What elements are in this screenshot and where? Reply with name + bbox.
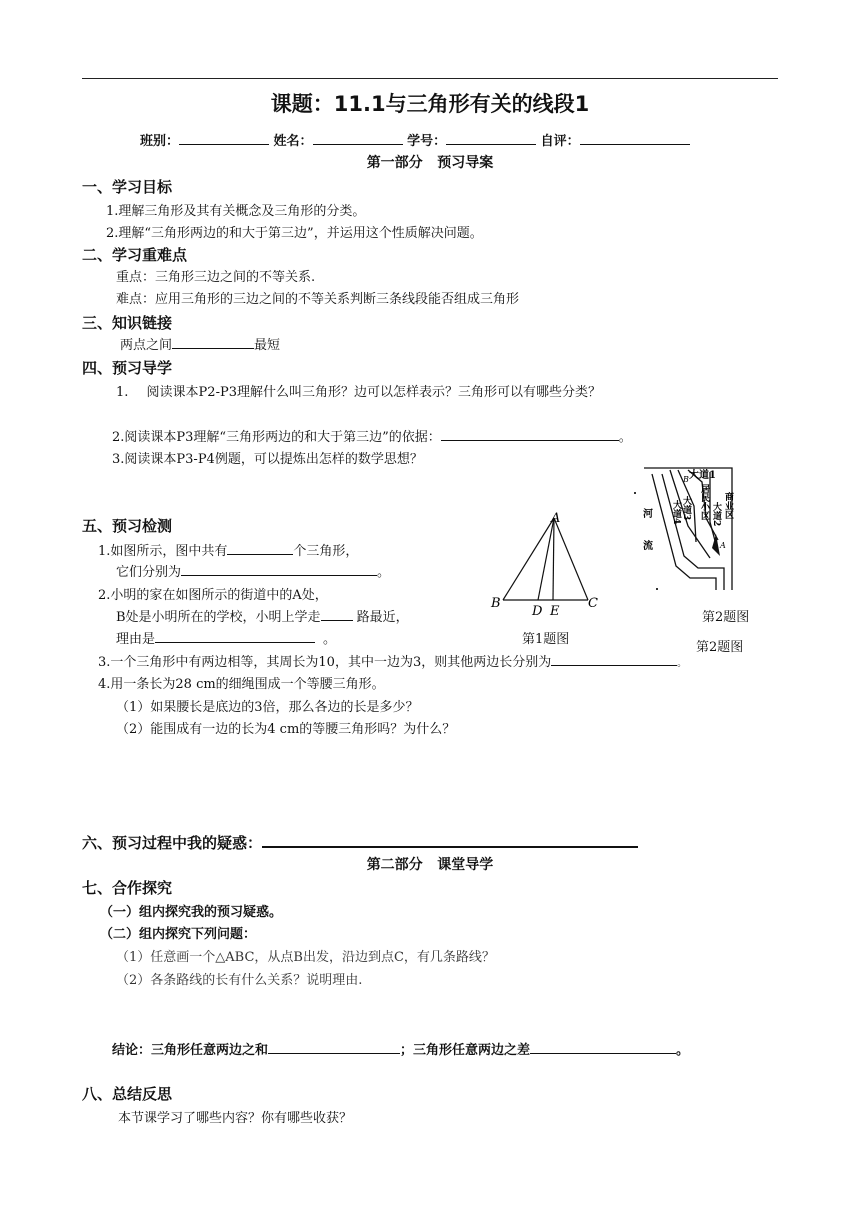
sec7-sub1: （一）组内探究我的预习疑惑。 bbox=[100, 905, 283, 920]
sec6-heading bbox=[82, 832, 638, 853]
q2-line2 bbox=[116, 606, 409, 625]
label-e: E bbox=[550, 604, 560, 618]
road-inner-left bbox=[662, 474, 724, 590]
label-road3: 大道3 bbox=[681, 496, 691, 521]
part2-title: 第二部分 课堂导学 bbox=[366, 857, 494, 873]
sec4-item-2-text: 2.阅读课本P3理解“三角形两边的和大于第三边”的依据： bbox=[112, 430, 441, 445]
q2-text-b1: B处是小明所在的学校，小明上学走 bbox=[116, 610, 321, 625]
sec7-sub2: （二）组内探究下列问题： bbox=[100, 927, 257, 942]
label-a: A bbox=[551, 511, 561, 526]
q4-part2: （2）能围成有一边的长为4 cm的等腰三角形吗？为什么？ bbox=[116, 722, 456, 737]
q3-line bbox=[98, 651, 686, 670]
q1-line2 bbox=[116, 561, 390, 580]
sec4-item-2 bbox=[112, 426, 632, 445]
name-label: 姓名： bbox=[273, 134, 313, 149]
id-blank[interactable] bbox=[446, 130, 536, 145]
q1-count-blank[interactable] bbox=[227, 540, 293, 555]
class-label: 班别： bbox=[140, 134, 180, 149]
knowledge-pre: 两点之间 bbox=[120, 338, 173, 353]
side-ac bbox=[554, 518, 588, 600]
self-eval-label: 自评： bbox=[540, 134, 580, 149]
key-point: 重点：三角形三边之间的不等关系. bbox=[116, 270, 316, 285]
conclusion-text-a: 结论：三角形任意两边之和 bbox=[112, 1043, 269, 1058]
label-b: B bbox=[491, 596, 501, 611]
label-b-map: B bbox=[683, 475, 689, 484]
name-blank[interactable] bbox=[313, 130, 403, 145]
label-a-map: A bbox=[720, 541, 726, 550]
q4-line: 4.用一条长为28 cm的细绳围成一个等腰三角形。 bbox=[98, 677, 385, 692]
doubts-blank[interactable] bbox=[262, 832, 638, 848]
sec4-heading: 四、预习导学 bbox=[82, 359, 173, 377]
q3-text: 3.一个三角形中有两边相等，其周长为10，其中一边为3，则其他两边长分别为 bbox=[98, 655, 552, 670]
q2-reason-blank[interactable] bbox=[155, 628, 315, 643]
page-title: 课题：11.1与三角形有关的线段1 bbox=[270, 92, 590, 116]
q2-line1: 2.小明的家在如图所示的街道中的A处， bbox=[98, 588, 328, 603]
label-river: 河流 bbox=[640, 508, 652, 572]
label-resident: 居民小区 bbox=[699, 484, 709, 520]
conclusion-diff-blank[interactable] bbox=[530, 1039, 676, 1054]
q2-line3 bbox=[116, 628, 336, 647]
sec4-item-1-text: 阅读课本P2-P3理解什么叫三角形？边可以怎样表示？三角形可以有哪些分类？ bbox=[146, 385, 601, 400]
sec4-item-3: 3.阅读课本P3-P4例题，可以提炼出怎样的数学思想？ bbox=[112, 452, 423, 467]
sec1-item-1: 1.理解三角形及其有关概念及三角形的分类。 bbox=[106, 204, 366, 219]
q1-text-b: 个三角形， bbox=[293, 544, 359, 559]
label-road1: 大道1 bbox=[689, 470, 716, 481]
figure-2-caption-1: 第2题图 bbox=[702, 610, 750, 625]
q1-list-blank[interactable] bbox=[181, 561, 377, 576]
sec3-heading: 三、知识链接 bbox=[82, 314, 173, 332]
sec7-q1: （1）任意画一个△ABC，从点B出发，沿边到点C，有几条路线？ bbox=[116, 950, 495, 965]
sec4-item-2-end: 。 bbox=[618, 430, 632, 445]
dot bbox=[634, 492, 636, 494]
difficult-point: 难点：应用三角形的三边之间的不等关系判断三条线段能否组成三角形 bbox=[116, 292, 520, 307]
part1-title: 第一部分 预习导案 bbox=[366, 155, 494, 171]
q3-end: 。 bbox=[677, 659, 687, 669]
figure-1-caption: 第1题图 bbox=[522, 632, 570, 647]
sec1-item-2: 2.理解“三角形两边的和大于第三边”，并运用这个性质解决问题。 bbox=[106, 226, 483, 241]
sec8-text: 本节课学习了哪些内容？你有哪些收获？ bbox=[118, 1111, 353, 1126]
segment-ae bbox=[553, 518, 554, 600]
q2-text-c: 理由是 bbox=[116, 632, 156, 647]
q1-line1 bbox=[98, 540, 358, 559]
q1-end: 。 bbox=[377, 565, 391, 580]
q1-text-c: 它们分别为 bbox=[116, 565, 182, 580]
conclusion-end: 。 bbox=[676, 1043, 690, 1058]
conclusion bbox=[112, 1039, 689, 1058]
q2-text-b2: 路最近， bbox=[356, 610, 409, 625]
figure-2-map bbox=[632, 462, 744, 602]
sec6-heading-text: 六、预习过程中我的疑惑： bbox=[82, 834, 263, 852]
q2-route-blank[interactable] bbox=[321, 606, 353, 621]
marker-a bbox=[712, 534, 720, 556]
header-rule bbox=[82, 78, 778, 79]
label-c: C bbox=[588, 596, 598, 611]
sec4-item-2-blank[interactable] bbox=[441, 426, 619, 441]
knowledge-blank[interactable] bbox=[172, 334, 254, 349]
class-blank[interactable] bbox=[179, 130, 269, 145]
self-eval-blank[interactable] bbox=[580, 130, 690, 145]
knowledge-post: 最短 bbox=[254, 338, 281, 353]
q3-blank[interactable] bbox=[551, 651, 677, 666]
sec5-heading: 五、预习检测 bbox=[82, 517, 173, 535]
sec1-heading: 一、学习目标 bbox=[82, 178, 173, 196]
label-road4: 大道4 bbox=[671, 500, 681, 525]
figure-1-triangle bbox=[488, 510, 603, 618]
q4-part1: （1）如果腰长是底边的3倍，那么各边的长是多少？ bbox=[116, 700, 419, 715]
q1-text-a: 1.如图所示，图中共有 bbox=[98, 544, 228, 559]
knowledge-link bbox=[120, 334, 280, 353]
sec4-item-1 bbox=[116, 381, 601, 400]
id-label: 学号： bbox=[407, 134, 447, 149]
sec7-q2: （2）各条路线的长有什么关系？说明理由. bbox=[116, 973, 363, 988]
label-road2: 大道2 bbox=[711, 502, 721, 527]
sec4-item-1-num: 1. bbox=[116, 385, 129, 400]
sec8-heading: 八、总结反思 bbox=[82, 1085, 173, 1103]
q2-end: 。 bbox=[323, 632, 337, 647]
sec7-heading: 七、合作探究 bbox=[82, 879, 173, 897]
map-boundary bbox=[644, 468, 732, 590]
figure-2-caption-2: 第2题图 bbox=[696, 640, 744, 655]
info-row bbox=[140, 130, 690, 149]
conclusion-text-b: ；三角形任意两边之差 bbox=[400, 1043, 531, 1058]
label-commercial: 商业区 bbox=[723, 492, 733, 519]
conclusion-sum-blank[interactable] bbox=[268, 1039, 400, 1054]
label-d: D bbox=[532, 604, 543, 618]
dot-2 bbox=[656, 588, 658, 590]
sec2-heading: 二、学习重难点 bbox=[82, 246, 188, 264]
